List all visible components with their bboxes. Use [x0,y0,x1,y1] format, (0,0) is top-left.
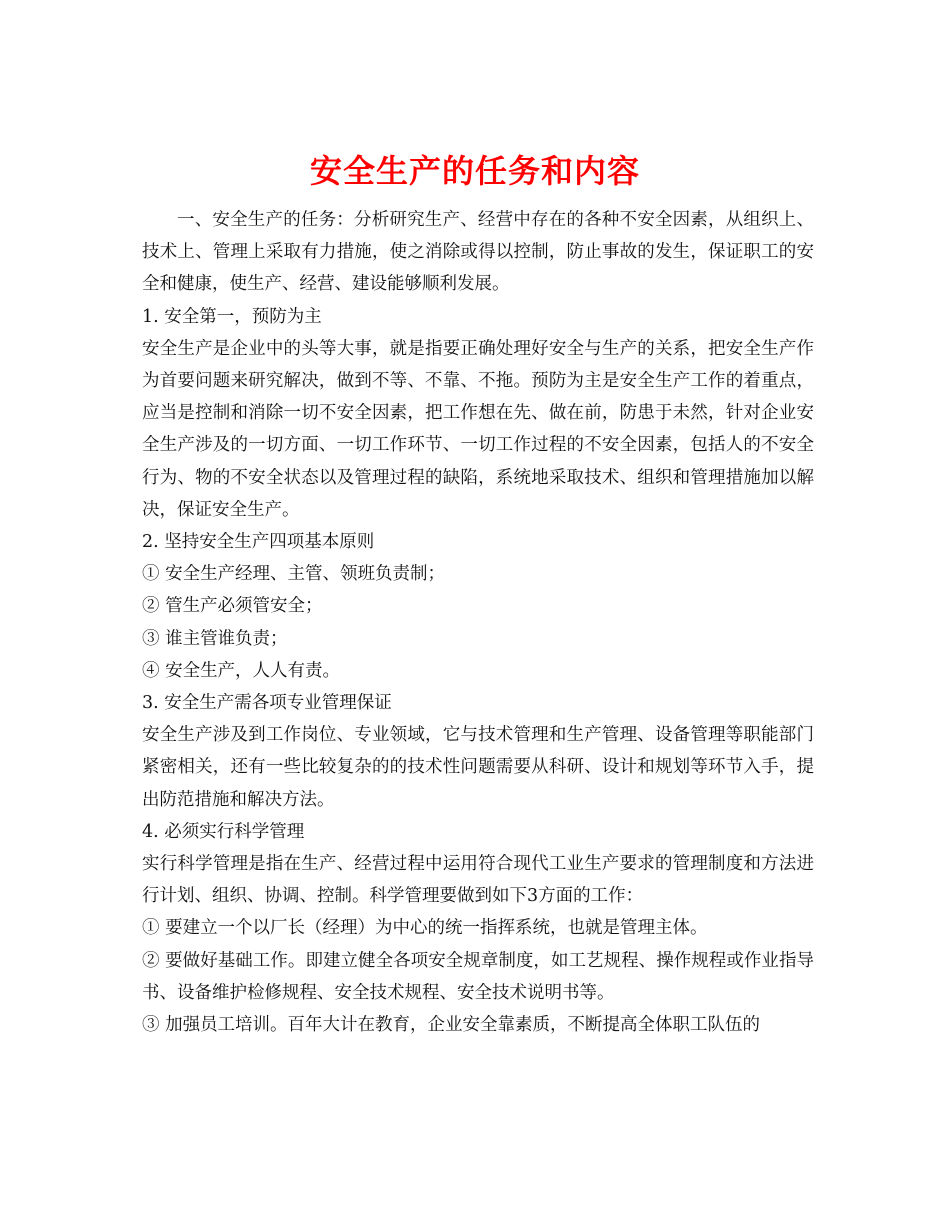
intro-paragraph: 一、安全生产的任务：分析研究生产、经营中存在的各种不安全因素，从组织上、技术上、管理上采取有力措施，使之消除或得以控制，防止事故的发生，保证职工的安全和健康，使生产、经营、建设能够顺利发展。 [142,210,814,295]
section-body-3: 安全生产涉及到工作岗位、专业领域，它与技术管理和生产管理、设备管理等职能部门紧密相关，还有一些比较复杂的的技术性问题需要从科研、设计和规划等环节入手，提出防范措施和解决方法。 [142,725,814,810]
document-title: 安全生产的任务和内容 [309,152,640,191]
section-heading-1: 1. 安全第一，预防为主 [142,306,322,327]
principle-item-3: ③ 谁主管谁负责； [142,628,288,649]
section-body-1: 安全生产是企业中的头等大事，就是指要正确处理好安全与生产的关系，把安全生产作为首要问题来研究解决，做到不等、不靠、不拖。预防为主是安全生产工作的着重点，应当是控制和消除一切不安全因素，把工作想在先、做在前，防患于未然，针对企业安全生产涉及的一切方面、一切工作环节、一切工作过程的不安全因素，包括人的不安全行为、物的不安全状态以及管理过程的缺陷，系统地采取技术、组织和管理措施加以解决，保证安全生产。 [142,338,814,520]
section-heading-3: 3. 安全生产需各项专业管理保证 [142,693,392,714]
section-body-4: 实行科学管理是指在生产、经营过程中运用符合现代工业生产要求的管理制度和方法进行计划、组织、协调、控制。科学管理要做到如下3方面的工作： [142,854,814,907]
principle-item-2: ② 管生产必须管安全； [142,596,323,617]
management-item-3: ③ 加强员工培训。百年大计在教育，企业安全靠素质，不断提高全体职工队伍的 [142,1015,761,1036]
document-body [142,204,814,1041]
section-heading-4: 4. 必须实行科学管理 [142,821,305,842]
principle-item-1: ① 安全生产经理、主管、领班负责制； [142,564,446,585]
principle-item-4: ④ 安全生产，人人有责。 [142,660,341,681]
management-item-1: ① 要建立一个以厂长（经理）为中心的统一指挥系统，也就是管理主体。 [142,918,708,939]
management-item-2: ② 要做好基础工作。即建立健全各项安全规章制度，如工艺规程、操作规程或作业指导书、设备维护检修规程、安全技术规程、安全技术说明书等。 [142,950,814,1003]
section-heading-2: 2. 坚持安全生产四项基本原则 [142,532,375,553]
